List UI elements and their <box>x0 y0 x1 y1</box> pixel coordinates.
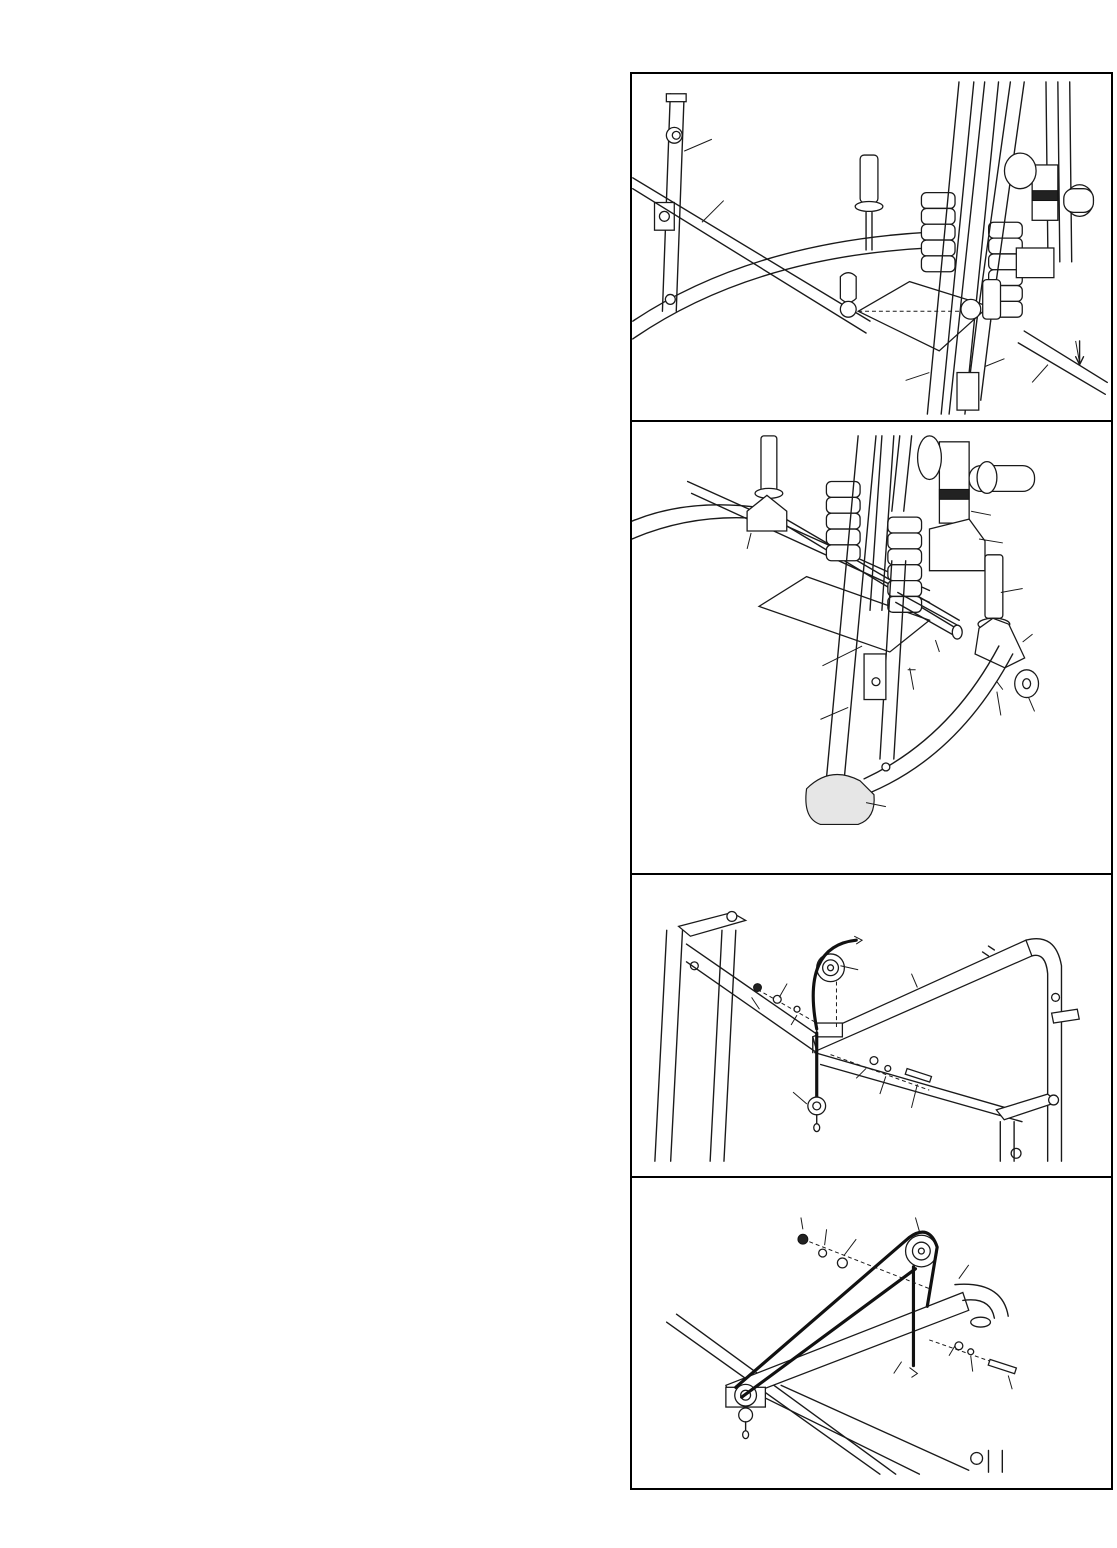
figure-4-drawing <box>632 1178 1111 1488</box>
figure-1-panel <box>630 72 1113 422</box>
figure-3-drawing <box>632 875 1111 1176</box>
figure-2-panel <box>630 420 1113 875</box>
figure-4-panel <box>630 1176 1113 1490</box>
figure-3-panel <box>630 873 1113 1178</box>
figure-2-drawing <box>632 422 1111 873</box>
figure-1-drawing <box>632 74 1111 420</box>
